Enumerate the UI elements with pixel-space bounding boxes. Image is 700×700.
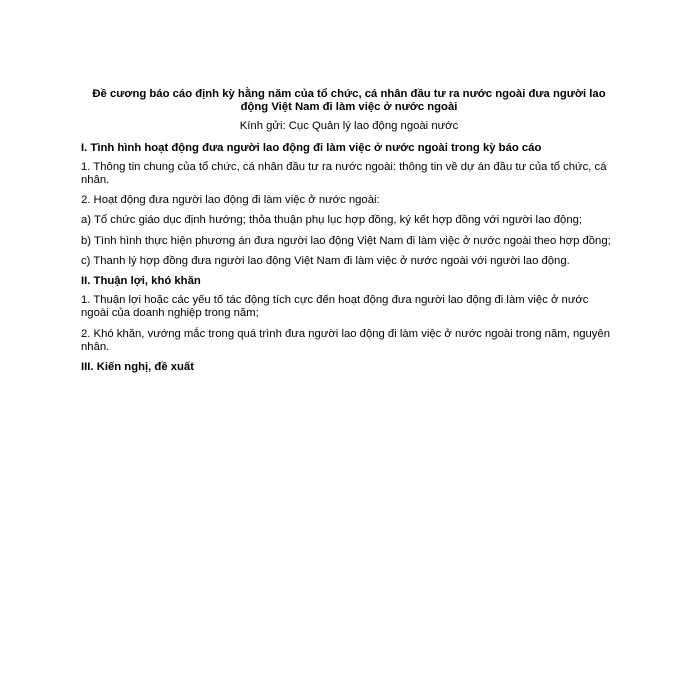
section-1-paragraph-3: a) Tổ chức giáo dục định hướng; thỏa thuận phụ lục hợp đồng, ký kết hợp đồng với người lao động;	[81, 214, 583, 227]
section-heading-3: III. Kiến nghị, đề xuất	[81, 361, 194, 374]
section-2-paragraph-2: 2. Khó khăn, vướng mắc trong quá trình đưa người lao động đi làm việc ở nước ngoài trong năm, nguyên nhân.	[81, 327, 611, 353]
document-page	[81, 88, 617, 374]
section-1-paragraph-4: b) Tình hình thực hiện phương án đưa người lao động Việt Nam đi làm việc ở nước ngoài theo hợp đồng;	[81, 234, 611, 247]
section-heading-2: II. Thuận lợi, khó khăn	[81, 275, 201, 288]
document-title: Đề cương báo cáo định kỳ hằng năm của tổ chức, cá nhân đầu tư ra nước ngoài đưa người lao động Việt Nam đi làm việc ở nước ngoài	[92, 88, 606, 114]
section-2-paragraph-1: 1. Thuận lợi hoặc các yếu tố tác động tích cực đến hoạt động đưa người lao động đi làm việc ở nước ngoài của doanh nghiệp trong năm;	[81, 294, 589, 320]
section-1-paragraph-2: 2. Hoạt động đưa người lao động đi làm việc ở nước ngoài:	[81, 194, 380, 207]
section-1-paragraph-5: c) Thanh lý hợp đồng đưa người lao động Việt Nam đi làm việc ở nước ngoài với người lao động.	[81, 254, 570, 267]
section-1-paragraph-1: 1. Thông tin chung của tổ chức, cá nhân đầu tư ra nước ngoài: thông tin về dự án đầu tư của tổ chức, cá nhân.	[81, 160, 607, 187]
section-heading-1: I. Tình hình hoạt động đưa người lao động đi làm việc ở nước ngoài trong kỳ báo cáo	[81, 141, 542, 154]
document-recipient: Kính gửi: Cục Quản lý lao động ngoài nước	[239, 120, 459, 133]
